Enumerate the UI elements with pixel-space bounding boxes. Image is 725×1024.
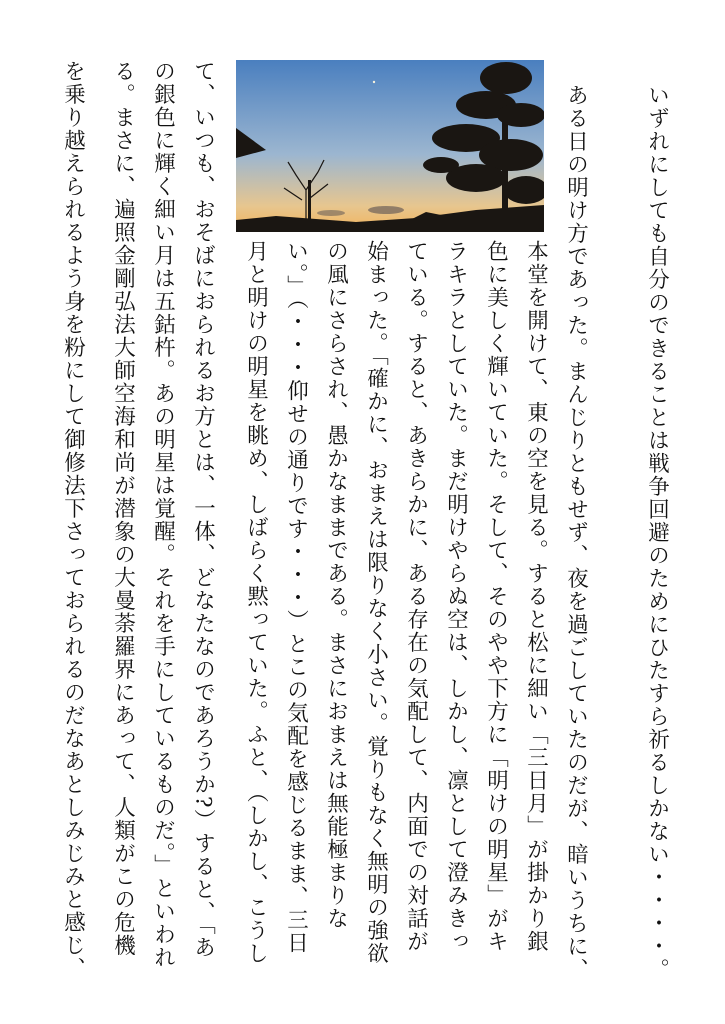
text-column-12: の銀色に輝く細い月は五鈷杵。あの明星は覚醒。それを手にしているものだ。」といわれ [150,60,176,970]
dawn-sky-illustration [236,60,544,232]
crescent-moon-mark [373,81,375,83]
text-column-4: 色に美しく輝いていた。そして、そのやや下方に「明けの明星」がキ [483,240,509,953]
text-column-10: 月と明けの明星を眺め、しばらく黙っていた。ふと、（しかし、こうし [243,240,269,966]
text-column-3: 本堂を開けて、東の空を見る。すると松に細い「三日月」が掛かり銀 [523,240,549,953]
text-column-8: の風にさらされ、愚かなままである。まさにおまえは無能極まりな [323,240,349,930]
text-column-7: 始まった。「確かに、おまえは限りなく小さい。覚りもなく無明の強欲 [363,240,389,966]
cloud [368,206,404,214]
text-column-14: を乗り越えられるよう身を粉にして御修法下さっておられるのだなあとしみじみと感じ、 [60,60,86,980]
text-column-11: て、いつも、おそばにおられるお方とは、一体、どなたなのであろうか?）すると、「あ [190,60,216,960]
text-column-1: いずれにしても自分のできることは戦争回避のためにひたすら祈るしかない・・・・。 [644,84,670,981]
text-column-6: ている。すると、あきらかに、ある存在の気配して、内面での対話が [403,240,429,953]
text-column-2: ある日の明け方であった。まんじりともせず、夜を過ごしていたのだが、暗いうちに、 [563,84,589,981]
text-column-5: ラキラとしていた。まだ明けやらぬ空は、しかし、凛として澄みきっ [443,240,469,953]
text-column-13: る。まさに、遍照金剛弘法大師空海和尚が潜象の大曼荼羅界にあって、人類がこの危機 [110,60,136,957]
text-column-9: い。」（・・・仰せの通りです・・・）とこの気配を感じるまま、三日 [283,240,309,955]
cloud [317,210,345,216]
dawn-sky-photo [236,60,544,232]
